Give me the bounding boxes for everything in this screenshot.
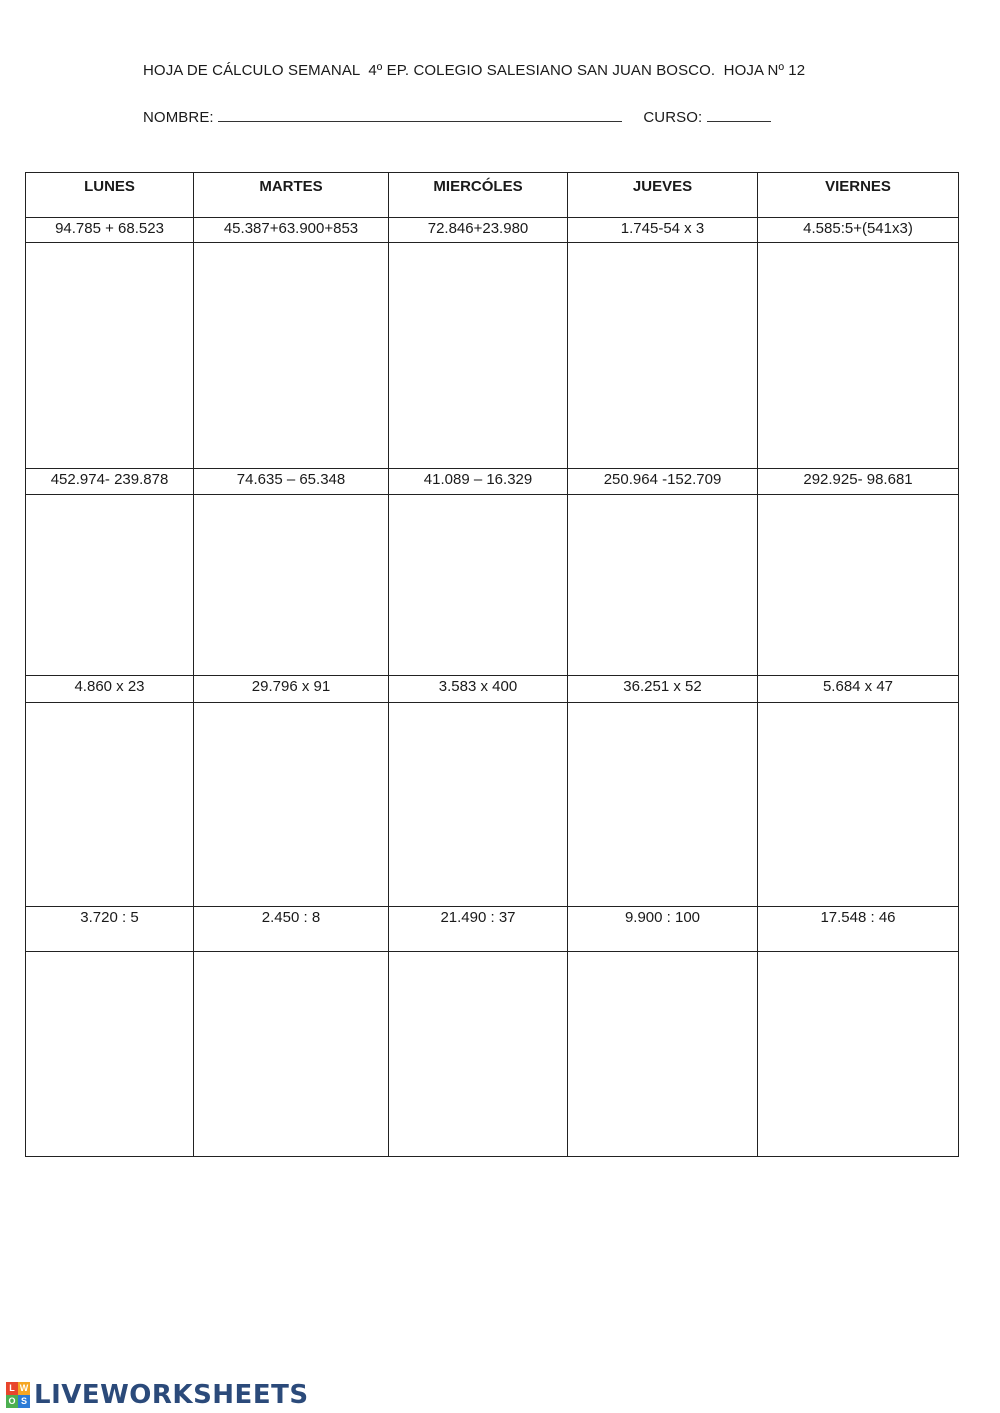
problem-cell: 292.925- 98.681: [758, 469, 959, 495]
problem-cell: 72.846+23.980: [389, 218, 568, 243]
day-monday: LUNES: [26, 173, 194, 218]
problem-cell: 9.900 : 100: [568, 907, 758, 952]
worksheet-title: HOJA DE CÁLCULO SEMANAL 4º EP. COLEGIO SALESIANO SAN JUAN BOSCO. HOJA Nº 12: [143, 62, 806, 79]
problem-cell: 4.860 x 23: [26, 676, 194, 703]
answer-area[interactable]: [194, 495, 389, 676]
problem-cell: 94.785 + 68.523: [26, 218, 194, 243]
day-thursday: JUEVES: [568, 173, 758, 218]
answer-area[interactable]: [568, 495, 758, 676]
answer-row-1: [26, 243, 959, 469]
day-header-row: [26, 173, 959, 218]
calculation-grid: [25, 172, 959, 1157]
problem-cell: 5.684 x 47: [758, 676, 959, 703]
answer-area[interactable]: [758, 952, 959, 1157]
answer-area[interactable]: [568, 243, 758, 469]
name-course-line: [143, 107, 771, 126]
name-field[interactable]: [218, 107, 622, 122]
problem-row-3: [26, 676, 959, 703]
problem-cell: 4.585:5+(541x3): [758, 218, 959, 243]
problem-cell: 3.720 : 5: [26, 907, 194, 952]
logo-mark-cell: O: [6, 1395, 18, 1408]
logo-text: LIVEWORKSHEETS: [34, 1380, 309, 1410]
answer-area[interactable]: [758, 243, 959, 469]
logo-mark-cell: L: [6, 1382, 18, 1395]
answer-area[interactable]: [194, 243, 389, 469]
answer-area[interactable]: [758, 703, 959, 907]
problem-row-1: [26, 218, 959, 243]
problem-cell: 74.635 – 65.348: [194, 469, 389, 495]
problem-cell: 3.583 x 400: [389, 676, 568, 703]
problem-cell: 36.251 x 52: [568, 676, 758, 703]
answer-area[interactable]: [26, 703, 194, 907]
problem-cell: 1.745-54 x 3: [568, 218, 758, 243]
name-label: NOMBRE:: [143, 109, 214, 126]
problem-cell: 41.089 – 16.329: [389, 469, 568, 495]
problem-cell: 2.450 : 8: [194, 907, 389, 952]
answer-area[interactable]: [26, 243, 194, 469]
answer-area[interactable]: [26, 495, 194, 676]
answer-area[interactable]: [26, 952, 194, 1157]
answer-area[interactable]: [568, 703, 758, 907]
day-wednesday: MIERCÓLES: [389, 173, 568, 218]
problem-cell: 250.964 -152.709: [568, 469, 758, 495]
day-tuesday: MARTES: [194, 173, 389, 218]
answer-row-2: [26, 495, 959, 676]
problem-cell: 45.387+63.900+853: [194, 218, 389, 243]
problem-cell: 17.548 : 46: [758, 907, 959, 952]
answer-area[interactable]: [389, 243, 568, 469]
answer-area[interactable]: [389, 495, 568, 676]
course-label: CURSO:: [643, 109, 703, 126]
answer-area[interactable]: [389, 703, 568, 907]
logo-mark-icon: [6, 1382, 30, 1408]
answer-row-4: [26, 952, 959, 1157]
day-friday: VIERNES: [758, 173, 959, 218]
course-field[interactable]: [707, 107, 771, 122]
answer-area[interactable]: [389, 952, 568, 1157]
problem-cell: 452.974- 239.878: [26, 469, 194, 495]
liveworksheets-logo: [6, 1380, 309, 1410]
answer-area[interactable]: [194, 952, 389, 1157]
problem-row-4: [26, 907, 959, 952]
answer-row-3: [26, 703, 959, 907]
problem-row-2: [26, 469, 959, 495]
answer-area[interactable]: [568, 952, 758, 1157]
logo-mark-cell: W: [19, 1383, 29, 1393]
answer-area[interactable]: [758, 495, 959, 676]
problem-cell: 29.796 x 91: [194, 676, 389, 703]
logo-mark-cell: S: [18, 1395, 30, 1408]
problem-cell: 21.490 : 37: [389, 907, 568, 952]
answer-area[interactable]: [194, 703, 389, 907]
